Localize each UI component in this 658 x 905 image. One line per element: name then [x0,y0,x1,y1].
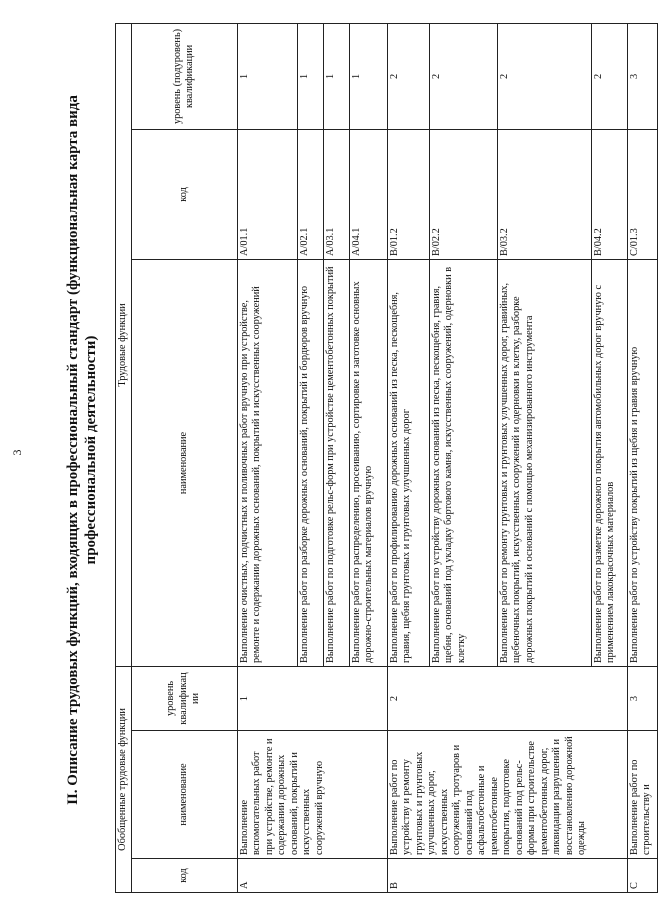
header-level: уровень квалификации [131,666,237,730]
group-name-cell: Выполнение работ по устройству и ремонту грунтовых и грунтовых улучшенных дорог, искусственных сооружений, тротуаров и оснований под асфальтобетонные и цементобетонные покрытия, подготовке оснований под рельс-формы при строительстве цементобетонных дорог, ликвидации разрушений и восстановлению дорожной одежды [387,731,627,859]
function-level-cell: 2 [387,23,429,129]
title-line-1: II. Описание трудовых функций, входящих в профессиональный стандарт (функциональная карта вида [65,95,81,805]
functional-map-table [115,23,658,893]
function-code-cell: A/02.1 [297,129,323,259]
function-name-cell: Выполнение работ по подготовке рельс-форм при устройстве цементобетонных покрытий [323,259,349,666]
header-code: код [131,859,237,893]
group-name-cell: Выполнение работ по строительству и [627,731,657,859]
function-name-cell: Выполнение работ по ремонту грунтовых и грунтовых улучшенных дорог, гравийных, щебеночных покрытий, искусственных сооружений и одерновки в клетку, разборке дорожных покрытий и оснований с помощью механизированного инструмента [497,259,591,666]
group-name-cell: Выполнение вспомогательных работ при устройстве, ремонте и содержании дорожных оснований, покрытий и искусственных сооружений вручную [237,731,387,859]
function-code-cell: A/01.1 [237,129,297,259]
function-code-cell: A/04.1 [349,129,387,259]
function-name-cell: Выполнение работ по устройству покрытий из щебня и гравия вручную [627,259,657,666]
group-code-cell: C [627,859,657,893]
function-level-cell: 1 [323,23,349,129]
group-level-cell: 1 [237,666,387,730]
table-row [237,23,297,892]
function-name-cell: Выполнение работ по устройству дорожных оснований из песка, пескощебня, гравия, щебня, оснований под укладку бортового камня, искусственных сооружений, одерновки в клетку [429,259,497,666]
function-level-cell: 2 [497,23,591,129]
group-level-cell: 3 [627,666,657,730]
function-code-cell: C/01.3 [627,129,657,259]
function-level-cell: 3 [627,23,657,129]
function-name-cell: Выполнение работ по разметке дорожного покрытия автомобильных дорог вручную с применением лакокрасочных материалов [591,259,627,666]
header-name-2: наименование [131,259,237,666]
function-code-cell: B/01.2 [387,129,429,259]
group-code-cell: B [387,859,627,893]
function-code-cell: B/02.2 [429,129,497,259]
header-generalized: Обобщенные трудовые функции [116,666,132,892]
group-code-cell: A [237,859,387,893]
function-level-cell: 1 [349,23,387,129]
function-name-cell: Выполнение работ по разборке дорожных оснований, покрытий и бордюров вручную [297,259,323,666]
function-level-cell: 2 [429,23,497,129]
table-row [387,23,429,892]
header-code-2: код [131,129,237,259]
header-name: наименование [131,731,237,859]
function-name-cell: Выполнение очистных, подчистных и поливочных работ вручную при устройстве, ремонте и содержании дорожных оснований, покрытий и искусственных сооружений [237,259,297,666]
header-row-1 [116,23,132,892]
page-number: 3 [10,449,24,456]
group-level-cell: 2 [387,666,627,730]
header-labor: Трудовые функции [116,23,132,666]
header-row-2 [131,23,237,892]
function-level-cell: 1 [297,23,323,129]
table-row [627,23,657,892]
header-level-2: уровень (подуровень) квалификации [131,23,237,129]
function-code-cell: B/03.2 [497,129,591,259]
function-code-cell: B/04.2 [591,129,627,259]
function-level-cell: 1 [237,23,297,129]
function-name-cell: Выполнение работ по профилированию дорожных оснований из песка, пескощебня, гравия, щебня грунтовых и грунтовых улучшенных дорог [387,259,429,666]
title-line-2: профессиональной деятельности) [83,335,99,565]
function-level-cell: 2 [591,23,627,129]
function-name-cell: Выполнение работ по распределению, просеиванию, сортировке и заготовке основных дорожно-строительных материалов вручную [349,259,387,666]
section-title [64,35,100,865]
function-code-cell: A/03.1 [323,129,349,259]
